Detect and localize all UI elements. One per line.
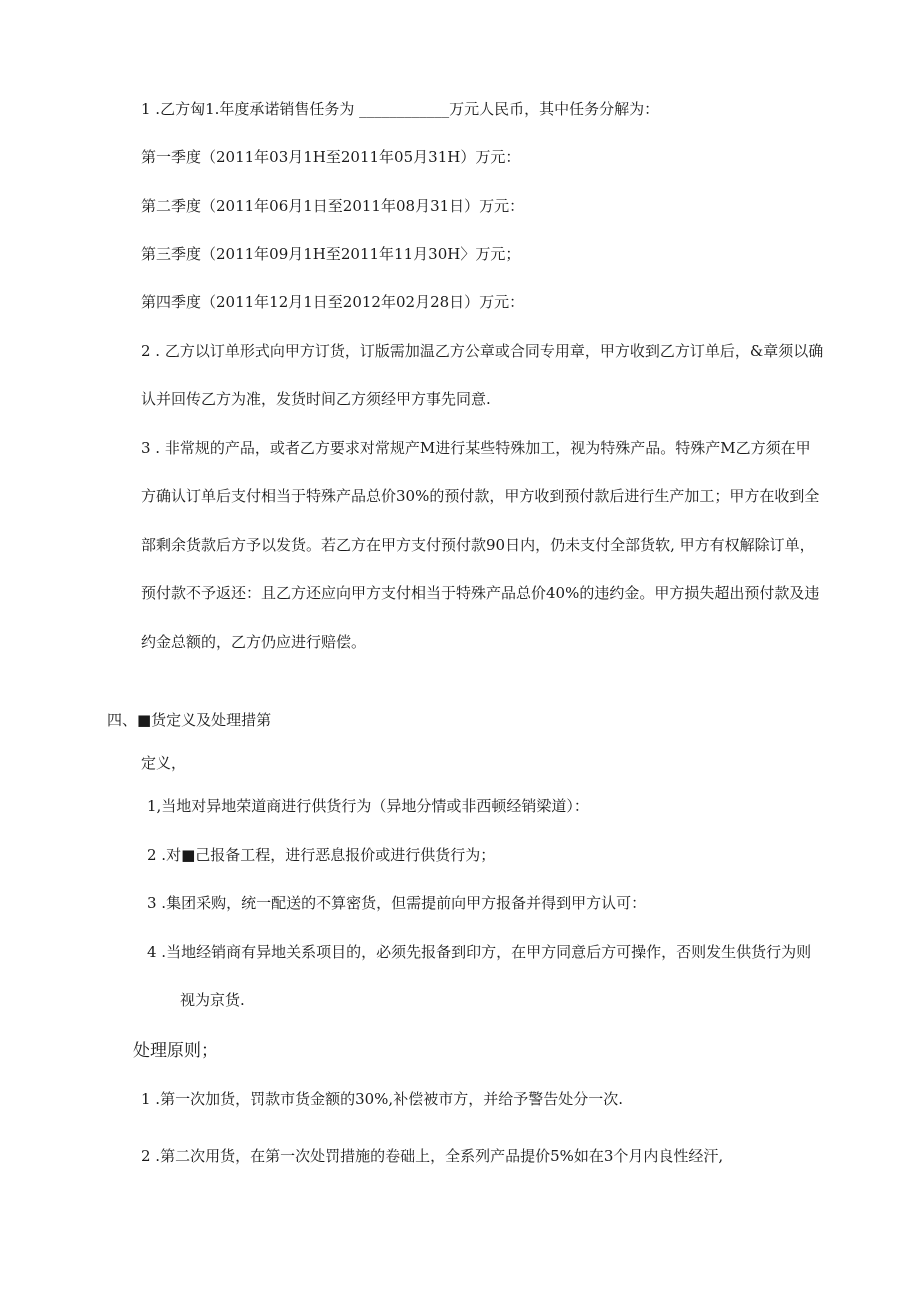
quarter-3: 第三季度（2011年09月1H至2011年11月30H〉万元； [141,245,521,263]
item2-line1: 2 . 乙方以订单形式向甲方订货，订版需加温乙方公章或合同专用章，甲方收到乙方订单后，&章须以确 [141,342,824,360]
quarter-4: 第四季度（2011年12月1日至2012年02月28日）万元： [141,293,525,311]
definition-1: 1,当地对异地荣道商进行供货行为（异地分情或非西顿经销梁道）： [147,797,589,815]
item3-line1: 3 . 非常规的产品，或者乙方要求对常规产M进行某些特殊加工，视为特殊产品。特殊产M乙方须在甲 [141,439,811,457]
principles-label: 处理原则； [133,1041,218,1061]
target-line: 1 .乙方匈1.年度承诺销售任务为 ____________万元人民币，其中任务分解为： [141,100,660,118]
principle-2: 2 .第二次用货，在第一次处罚措施的卷础上，全系列产品提价5%如在3个月内良性经汗, [141,1147,724,1165]
definition-label: 定义， [141,754,187,772]
item3-line2: 方确认订单后支付相当于特殊产品总价30%的预付款，甲方收到预付款后进行生产加工；甲方在收到全 [141,487,820,505]
definition-3: 3 .集团采购，统一配送的不算密货，但需提前向甲方报备并得到甲方认可： [147,894,647,912]
quarter-2: 第二季度（2011年06月1日至2011年08月31日）万元： [141,197,525,215]
section4-title: 四、■货定义及处理措第 [107,711,272,729]
item2-line2: 认并回传乙方为准，发货时间乙方须经甲方事先同意. [141,390,491,408]
definition-4-line1: 4 .当地经销商有异地关系项目的，必须先报备到印方，在甲方同意后方可操作，否则发生供货行为则 [147,943,812,961]
definition-4-line2: 视为京货. [180,991,245,1009]
item3-line3: 部剩余货款后方予以发货。若乙方在甲方支付预付款90日内，仍未支付全部货软, 甲方有权解除订单， [141,536,815,554]
principle-1: 1 .第一次加货，罚款市货金额的30%,补偿被市方，并给予警告处分一次. [141,1090,623,1108]
item3-line4: 预付款不予返还：且乙方还应向甲方支付相当于特殊产品总价40%的违约金。甲方损失超出预付款及违 [141,584,820,602]
definition-2: 2 .对■己报备工程，进行恶息报价或进行供货行为； [147,846,496,864]
quarter-1: 第一季度（2011年03月1H至2011年05月31H）万元： [141,148,521,166]
item3-line5: 约金总额的，乙方仍应进行赔偿。 [141,633,367,651]
